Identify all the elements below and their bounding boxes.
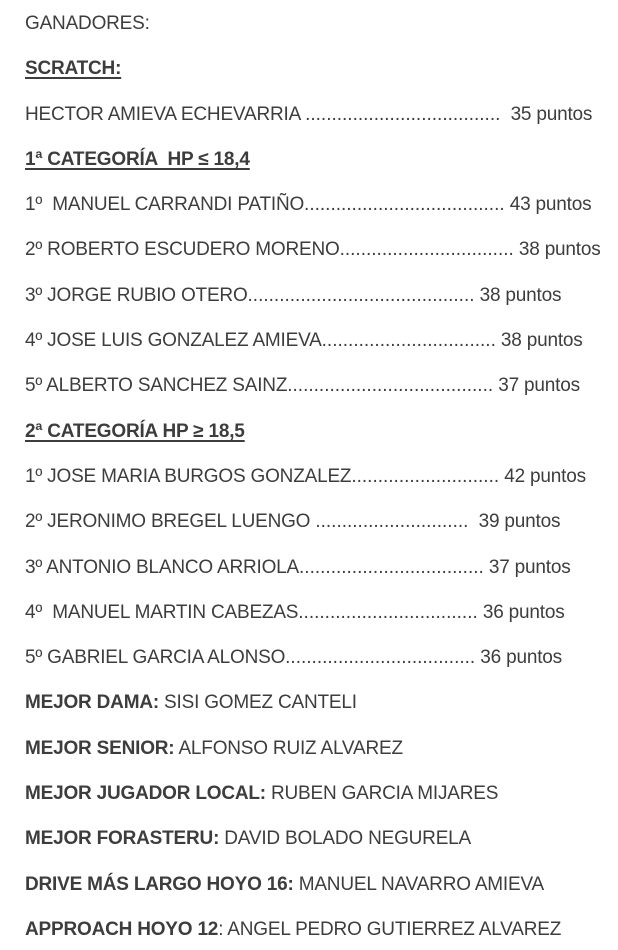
result-row [25, 240, 603, 259]
award-row [25, 920, 603, 939]
points-value: 42 puntos [499, 465, 586, 487]
player-name: 4º MANUEL MARTIN CABEZAS [25, 601, 299, 623]
result-row [25, 648, 603, 667]
dot-leader: .................................. [298, 601, 478, 623]
points-value: 37 puntos [483, 556, 571, 578]
award-row [25, 693, 603, 712]
dot-leader: ................................... [299, 556, 484, 578]
result-row [25, 558, 603, 577]
result-row [25, 512, 603, 531]
dot-leader: ........................................... [247, 284, 475, 306]
player-name: 3º JORGE RUBIO OTERO [25, 284, 248, 306]
points-value: 39 puntos [468, 511, 561, 533]
award-winner: ALFONSO RUIZ ALVAREZ [174, 737, 403, 759]
player-name: 2º JERONIMO BREGEL LUENGO [25, 511, 316, 533]
award-row [25, 875, 603, 894]
award-winner: DAVID BOLADO NEGURELA [219, 828, 472, 850]
dot-leader: .................................... [285, 647, 476, 669]
player-name: 1º JOSE MARIA BURGOS GONZALEZ [25, 465, 352, 487]
result-row [25, 286, 603, 305]
results-content [25, 14, 603, 939]
dot-leader: ....................................... [287, 375, 494, 397]
dot-leader: ..................................... [305, 103, 501, 125]
award-row [25, 739, 603, 758]
points-value: 38 puntos [474, 284, 562, 306]
result-row [25, 467, 603, 486]
award-label: MEJOR DAMA: [25, 692, 159, 714]
result-row [25, 105, 603, 124]
page-title: GANADORES: [25, 13, 150, 34]
points-value: 38 puntos [513, 239, 601, 261]
dot-leader: ............................ [351, 465, 500, 487]
points-value: 38 puntos [495, 330, 583, 352]
award-winner: RUBEN GARCIA MIJARES [265, 783, 499, 805]
player-name: 5º GABRIEL GARCIA ALONSO [25, 647, 286, 669]
award-label: MEJOR FORASTERU: [25, 828, 220, 850]
award-winner: SISI GOMEZ CANTELI [158, 692, 357, 714]
result-row [25, 331, 603, 350]
award-label: MEJOR JUGADOR LOCAL: [25, 783, 266, 805]
player-name: 2º ROBERTO ESCUDERO MORENO [25, 239, 340, 261]
result-row [25, 376, 603, 395]
player-name: HECTOR AMIEVA ECHEVARRIA [25, 103, 306, 125]
result-row [25, 195, 603, 214]
result-row [25, 603, 603, 622]
section-heading: 1ª CATEGORÍA HP ≤ 18,4 [25, 148, 250, 170]
section-heading: 2ª CATEGORÍA HP ≥ 18,5 [25, 420, 245, 442]
section-heading: SCRATCH: [25, 58, 122, 80]
award-row [25, 784, 603, 803]
player-name: 5º ALBERTO SANCHEZ SAINZ [25, 375, 288, 397]
award-row [25, 829, 603, 848]
player-name: 1º MANUEL CARRANDI PATIÑO [25, 194, 305, 216]
dot-leader: ................................. [321, 330, 496, 352]
points-value: 36 puntos [475, 647, 562, 669]
dot-leader: ................................. [339, 239, 514, 261]
award-winner: : ANGEL PEDRO GUTIERREZ ALVAREZ [218, 918, 562, 940]
player-name: 3º ANTONIO BLANCO ARRIOLA [25, 556, 300, 578]
dot-leader: ...................................... [304, 194, 505, 216]
points-value: 36 puntos [477, 601, 565, 623]
player-name: 4º JOSE LUIS GONZALEZ AMIEVA [25, 330, 322, 352]
points-value: 35 puntos [500, 103, 593, 125]
award-winner: MANUEL NAVARRO AMIEVA [293, 873, 545, 895]
award-label: MEJOR SENIOR: [25, 737, 175, 759]
points-value: 37 puntos [493, 375, 580, 397]
points-value: 43 puntos [504, 194, 592, 216]
award-label: DRIVE MÁS LARGO HOYO 16: [25, 873, 294, 895]
dot-leader: ............................. [315, 511, 469, 533]
award-label: APPROACH HOYO 12 [25, 918, 219, 940]
